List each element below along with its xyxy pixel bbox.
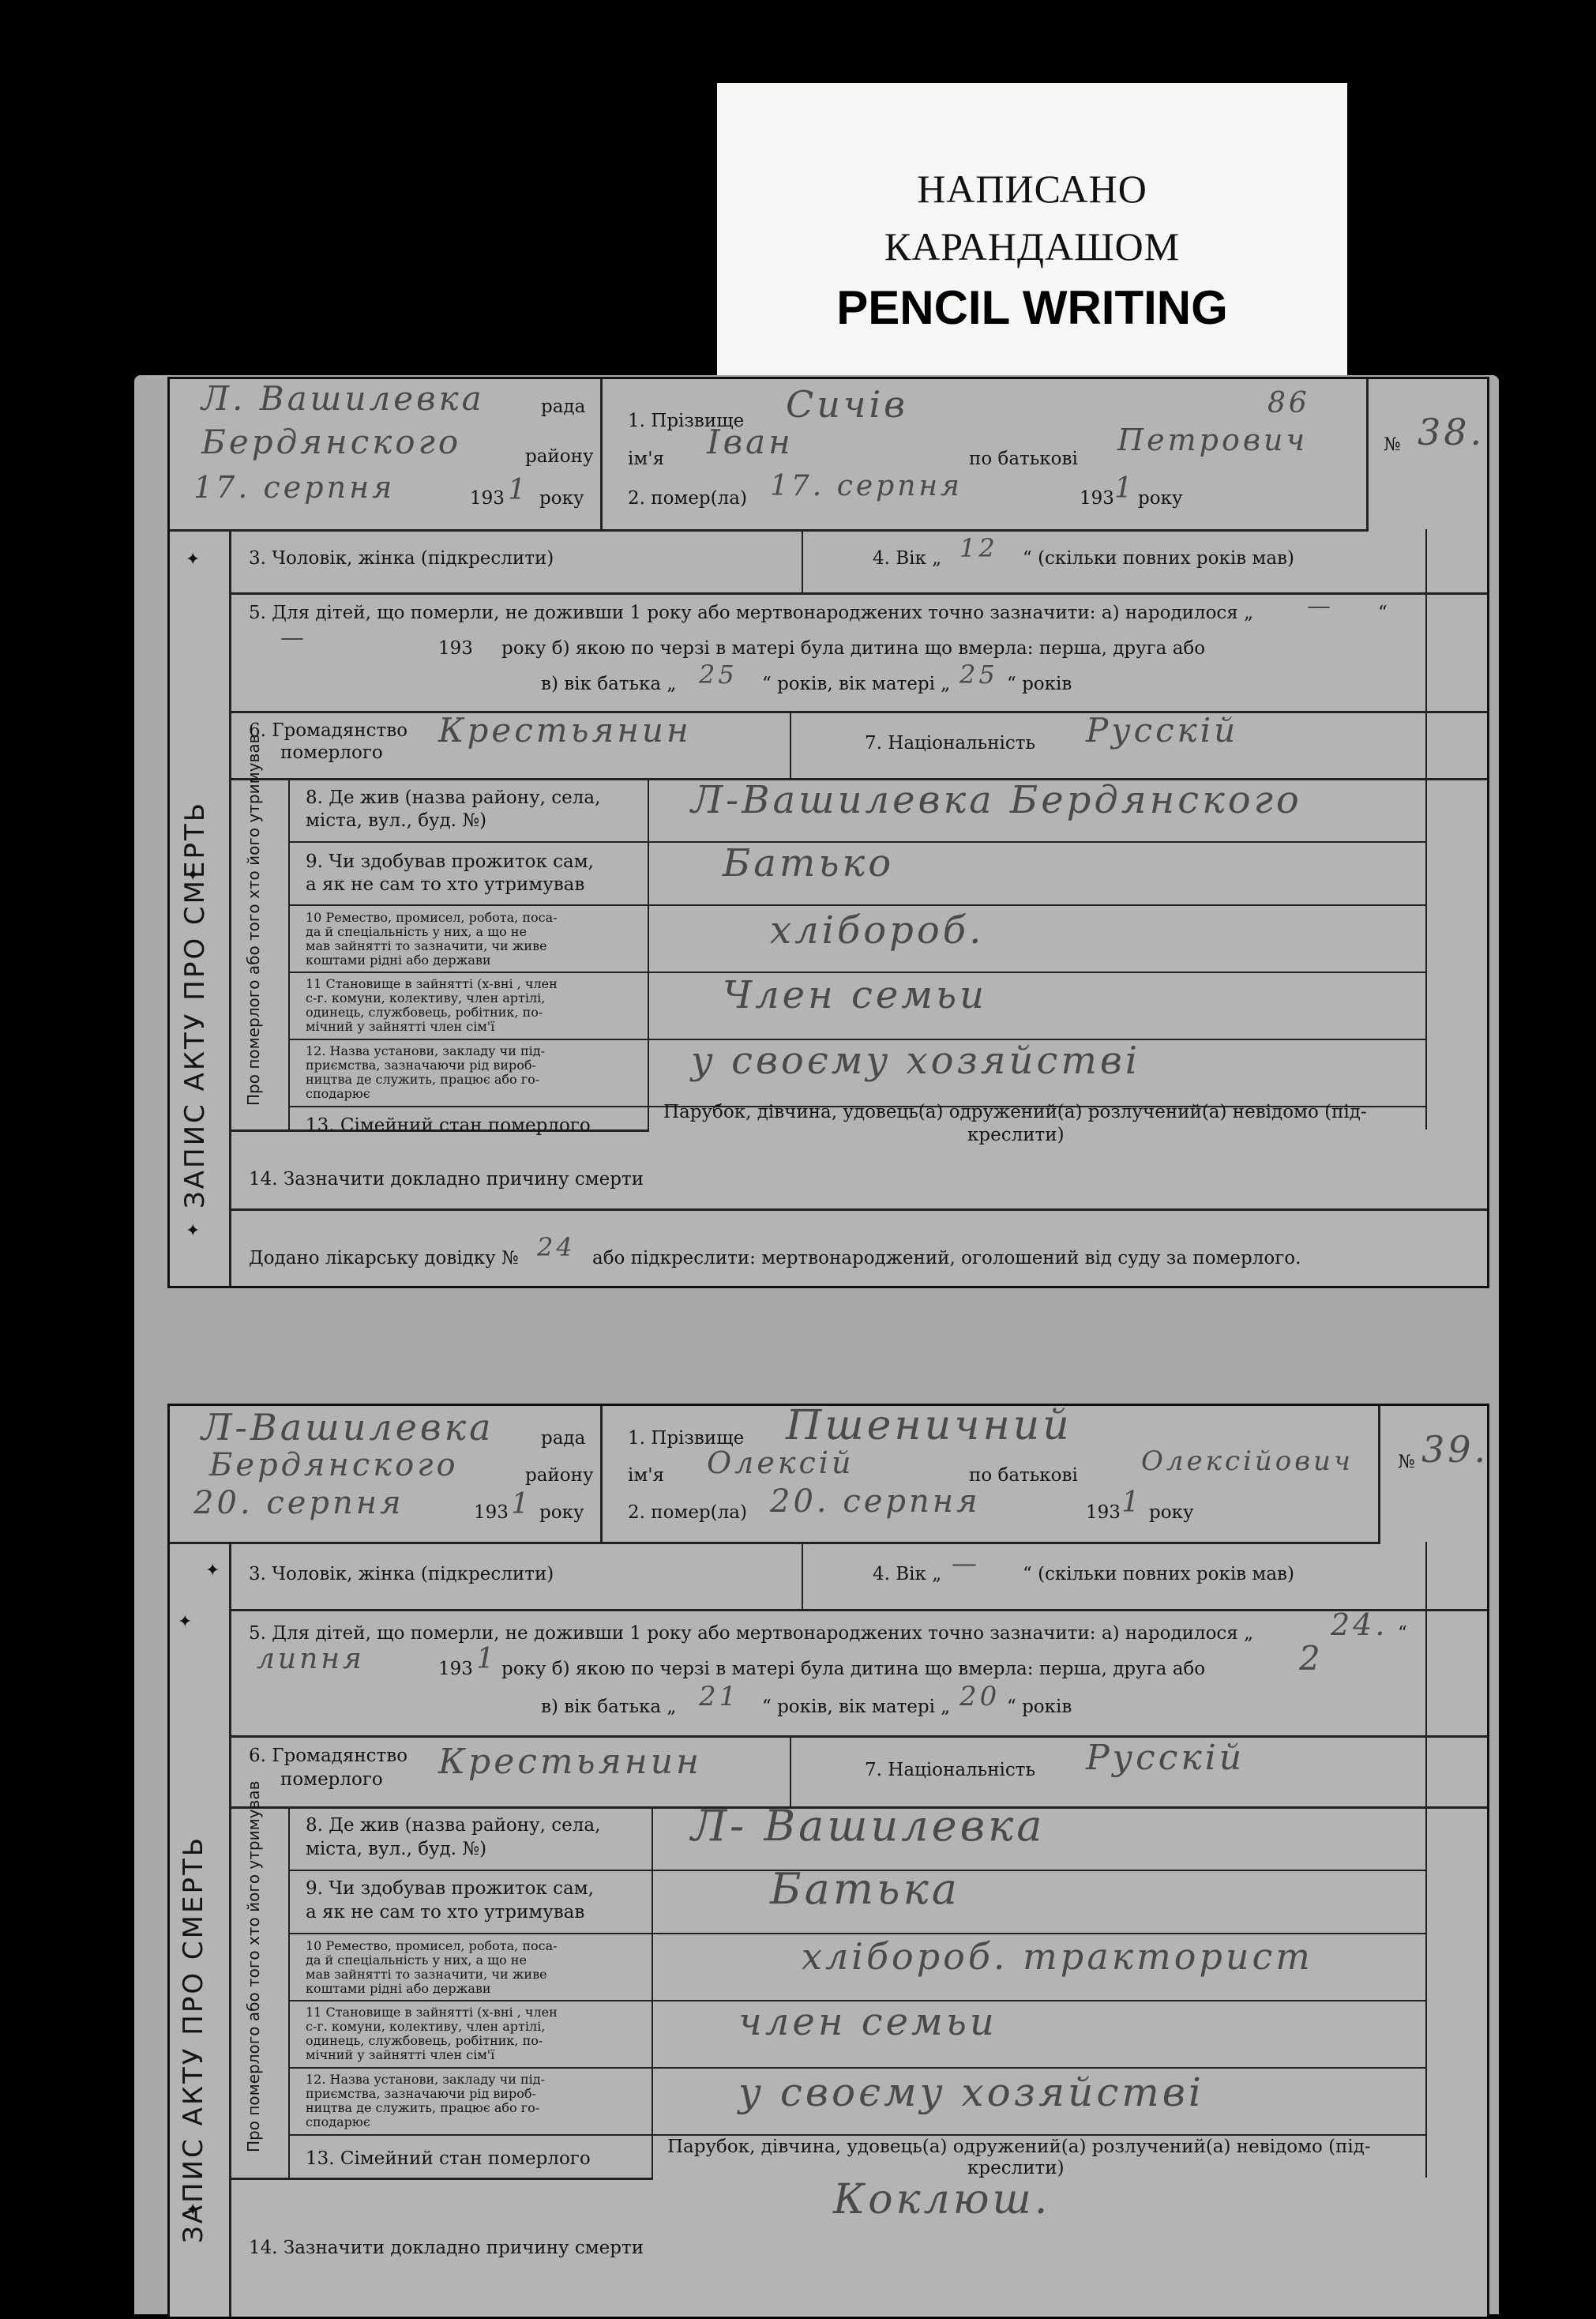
- q5-line1: 5. Для дітей, що померли, не доживши 1 року або мертвонароджених точно зазначити: а) народилося „: [249, 603, 1254, 623]
- q6-line1: 6. Громадянство: [249, 1746, 408, 1766]
- reg-raion-value: Бердянского: [201, 423, 462, 461]
- q12-line2: приємства, зазначаючи рід вироб-: [306, 2086, 536, 2101]
- nationality-value: Русскій: [1086, 1738, 1245, 1778]
- died-roku-label: року: [1138, 488, 1183, 509]
- q11-line3: одинець, службовець, робітник, по-: [306, 1005, 543, 1020]
- about-deceased-title: Про померлого або того хто його утримував: [244, 1780, 263, 2152]
- occupation-value: хлібороб.: [770, 908, 985, 953]
- q10-line2: да й спеціальність у них, а що не: [306, 924, 527, 939]
- patronymic-label: по батькові: [969, 1465, 1078, 1486]
- death-year-digit: 1: [1114, 472, 1136, 505]
- q9-line2: а як не сам то хто утримував: [306, 1902, 585, 1922]
- q5-born-value: —: [1307, 592, 1334, 620]
- q5-year-field: —: [280, 624, 307, 652]
- q12-line1: 12. Назва установи, закладу чи під-: [306, 2072, 545, 2087]
- q9-line2: а як не сам то хто утримував: [306, 874, 585, 895]
- death-date-value: 20. серпня: [770, 1483, 981, 1520]
- q5-line3-c: “ років: [1007, 674, 1072, 694]
- surname-value: Пшеничний: [786, 1402, 1072, 1449]
- q5-year: 193: [438, 1659, 473, 1679]
- q7-label: 7. Національність: [865, 1760, 1036, 1780]
- q13-options-2: креслити): [967, 1125, 1065, 1145]
- age-value: 12: [959, 533, 998, 563]
- q8-line1: 8. Де жив (назва району, села,: [306, 1815, 601, 1836]
- died-year-label: 193: [1086, 1502, 1121, 1523]
- q5-order-value: 2: [1299, 1639, 1324, 1678]
- reg-rada-label: рада: [541, 397, 586, 417]
- q10-line4: коштами рідні або держави: [306, 953, 491, 968]
- label-line-1: НАПИСАНО: [917, 167, 1147, 211]
- q5-year: 193: [438, 638, 473, 659]
- q12-line1: 12. Назва установи, закладу чи під-: [306, 1043, 545, 1058]
- pencil-writing-label-card: [717, 83, 1347, 377]
- divider: [802, 1542, 803, 1609]
- surname-label: 1. Прізвище: [628, 1428, 745, 1449]
- q5-line3-a: в) вік батька „: [541, 1697, 677, 1717]
- reg-year-digit: 1: [508, 474, 529, 506]
- q5-line1-end: “: [1398, 1623, 1407, 1644]
- q11-line3: одинець, службовець, робітник, по-: [306, 2033, 543, 2048]
- citizenship-value: Крестьянин: [438, 711, 692, 750]
- q5-month-value: липня: [257, 1643, 365, 1675]
- number-label: №: [1384, 434, 1401, 455]
- q10-line1: 10 Ремество, промисел, робота, поса-: [306, 1938, 558, 1953]
- reg-year-digit: 1: [511, 1488, 532, 1520]
- label-line-2: КАРАНДАШОМ: [884, 224, 1181, 269]
- age-label-post: “ (скільки повних років мав): [1023, 1564, 1294, 1584]
- q12-line4: сподарює: [306, 1086, 370, 1101]
- status-value: член семьи: [738, 2000, 997, 2044]
- q10-line3: мав зайнятті то зазначити, чи живе: [306, 938, 547, 953]
- q11-line4: мічний у зайнятті член сім'ї: [306, 2047, 495, 2062]
- q7-label: 7. Національність: [865, 733, 1036, 754]
- residence-value: Л-Вашилевка Бердянского: [691, 778, 1302, 822]
- doctor-cert-value: 24: [537, 1232, 576, 1262]
- death-year-digit: 1: [1121, 1486, 1143, 1519]
- died-label: 2. помер(ла): [628, 1502, 747, 1523]
- mother-age: 20: [959, 1681, 1001, 1712]
- side-title: ЗАПИС АКТУ ПРО СМЕРТЬ: [178, 1835, 209, 2243]
- q13-options-1: Парубок, дівчина, удовець(а) одружений(а) розлучений(а) невідомо (під-: [667, 2137, 1371, 2157]
- death-record-2: [167, 1404, 1489, 2317]
- q11-line2: с-г. комуни, колективу, член артілі,: [306, 2019, 546, 2034]
- residence-value: Л- Вашилевка: [691, 1801, 1046, 1851]
- q14-label: 14. Зазначити докладно причину смерти: [249, 2238, 644, 2258]
- age-label-pre: 4. Вік „: [873, 548, 942, 569]
- q8-line2: міста, вул., буд. №): [306, 810, 487, 831]
- q5-line3-a: в) вік батька „: [541, 674, 677, 694]
- reg-rada-label: рада: [541, 1428, 586, 1449]
- age-label-post: “ (скільки повних років мав): [1023, 548, 1294, 569]
- q5-born-value: 24.: [1331, 1607, 1388, 1642]
- record-number: 39.: [1421, 1428, 1489, 1471]
- father-age: 25: [699, 660, 738, 690]
- status-value: Член семьи: [723, 973, 988, 1017]
- q5-line3-b: “ років, вік матері „: [762, 674, 951, 694]
- name-label: ім'я: [628, 1465, 665, 1486]
- death-record-1: [167, 377, 1489, 1288]
- surname-label: 1. Прізвище: [628, 411, 745, 431]
- q6-line2: померлого: [280, 1769, 383, 1790]
- workplace-value: у своєму хозяйстві: [691, 1039, 1141, 1083]
- died-label: 2. помер(ла): [628, 488, 747, 509]
- record-number-top: 86: [1267, 387, 1310, 419]
- name-value: Іван: [707, 423, 794, 461]
- q12-line3: ництва де служить, працює або го-: [306, 1072, 540, 1087]
- q5-line2: року б) якою по черзі в матері була дитина що вмерла: перша, друга або: [501, 638, 1206, 659]
- reg-date-value: 20. серпня: [193, 1485, 404, 1521]
- name-label: ім'я: [628, 449, 665, 469]
- footer-text: або підкреслити: мертвонароджений, оголошений від суду за померлого.: [592, 1248, 1301, 1268]
- patronymic-value: Петрович: [1117, 423, 1309, 457]
- patronymic-value: Олексійович: [1141, 1445, 1354, 1477]
- reg-rada-value: Л-Вашилевка: [201, 1406, 494, 1449]
- q11-line1: 11 Становище в зайнятті (х-вні , член: [306, 2005, 558, 2020]
- sex-label: 3. Чоловік, жінка (підкреслити): [249, 1564, 554, 1584]
- q5-line2: року б) якою по черзі в матері була дитина що вмерла: перша, друга або: [501, 1659, 1206, 1679]
- q11-line2: с-г. комуни, колективу, член артілі,: [306, 990, 546, 1005]
- record-number: 38.: [1418, 411, 1485, 453]
- side-title: ЗАПИС АКТУ ПРО СМЕРТЬ: [179, 800, 211, 1208]
- citizenship-value: Крестьянин: [438, 1742, 703, 1782]
- q6-line1: 6. Громадянство: [249, 720, 408, 741]
- q5-line1-end: “: [1378, 603, 1388, 623]
- label-line-3: PENCIL WRITING: [836, 281, 1228, 334]
- name-value: Олексій: [707, 1445, 854, 1480]
- q14-label: 14. Зазначити докладно причину смерти: [249, 1169, 644, 1190]
- document-sheet: [134, 375, 1499, 2314]
- reg-raion-value: Бердянского: [209, 1447, 459, 1483]
- father-age: 21: [699, 1681, 740, 1712]
- q13-label: 13. Сімейний стан померлого: [306, 1115, 591, 1136]
- age-value: —: [952, 1548, 980, 1578]
- cause-value: Коклюш.: [833, 2176, 1051, 2223]
- reg-raion-label: району: [525, 446, 594, 467]
- reg-roku-label: року: [539, 488, 584, 509]
- q6-line2: померлого: [280, 742, 383, 763]
- q9-line1: 9. Чи здобував прожиток сам,: [306, 851, 594, 872]
- q10-line2: да й спеціальність у них, а що не: [306, 1953, 527, 1968]
- mother-age: 25: [959, 660, 998, 690]
- divider: [790, 711, 791, 778]
- q8-line2: міста, вул., буд. №): [306, 1839, 487, 1859]
- q13-options-1: Парубок, дівчина, удовець(а) одружений(а) розлучений(а) невідомо (під-: [663, 1102, 1367, 1122]
- died-roku-label: року: [1149, 1502, 1194, 1523]
- supported-by-value: Батька: [770, 1864, 960, 1914]
- reg-raion-label: району: [525, 1465, 594, 1486]
- reg-date-value: 17. серпня: [193, 470, 396, 505]
- patronymic-label: по батькові: [969, 449, 1078, 469]
- row-citizenship: [229, 1735, 1487, 1809]
- q11-line1: 11 Становище в зайнятті (х-вні , член: [306, 976, 558, 991]
- q8-line1: 8. Де жив (назва району, села,: [306, 787, 601, 808]
- q11-line4: мічний у зайнятті член сім'ї: [306, 1019, 495, 1034]
- nationality-value: Русскій: [1086, 711, 1239, 750]
- reg-year-prefix: 193: [474, 1502, 509, 1523]
- row-citizenship: [229, 711, 1487, 780]
- workplace-value: у своєму хозяйстві: [738, 2069, 1204, 2115]
- q12-line3: ництва де служить, працює або го-: [306, 2100, 540, 2115]
- reg-rada-value: Л. Вашилевка: [201, 379, 485, 418]
- surname-value: Сичів: [786, 383, 908, 426]
- q5-line1: 5. Для дітей, що померли, не доживши 1 року або мертвонароджених точно зазначити: а) народилося „: [249, 1623, 1254, 1644]
- reg-year-prefix: 193: [470, 488, 505, 509]
- died-year-label: 193: [1080, 488, 1114, 509]
- q10-line1: 10 Ремество, промисел, робота, поса-: [306, 910, 558, 925]
- q12-line2: приємства, зазначаючи рід вироб-: [306, 1058, 536, 1073]
- divider: [790, 1735, 791, 1806]
- q10-line4: коштами рідні або держави: [306, 1981, 491, 1996]
- about-deceased-title: Про померлого або того хто його утримував: [244, 734, 263, 1106]
- occupation-value: хлібороб. тракторист: [802, 1935, 1313, 1978]
- age-label-pre: 4. Вік „: [873, 1564, 942, 1584]
- sex-label: 3. Чоловік, жінка (підкреслити): [249, 548, 554, 569]
- q5-line3-b: “ років, вік матері „: [762, 1697, 951, 1717]
- q13-options-2: креслити): [967, 2158, 1065, 2178]
- q5-year-digit: 1: [476, 1643, 498, 1675]
- footer-doctor-label: Додано лікарську довідку №: [249, 1248, 519, 1268]
- number-label: №: [1398, 1452, 1415, 1472]
- death-date-value: 17. серпня: [770, 470, 963, 502]
- reg-roku-label: року: [539, 1502, 584, 1523]
- divider: [802, 529, 803, 592]
- q10-line3: мав зайнятті то зазначити, чи живе: [306, 1967, 547, 1982]
- q12-line4: сподарює: [306, 2114, 370, 2129]
- q9-line1: 9. Чи здобував прожиток сам,: [306, 1878, 594, 1899]
- q5-line3-c: “ років: [1007, 1697, 1072, 1717]
- supported-by-value: Батько: [723, 841, 895, 885]
- q13-label: 13. Сімейний стан померлого: [306, 2148, 591, 2169]
